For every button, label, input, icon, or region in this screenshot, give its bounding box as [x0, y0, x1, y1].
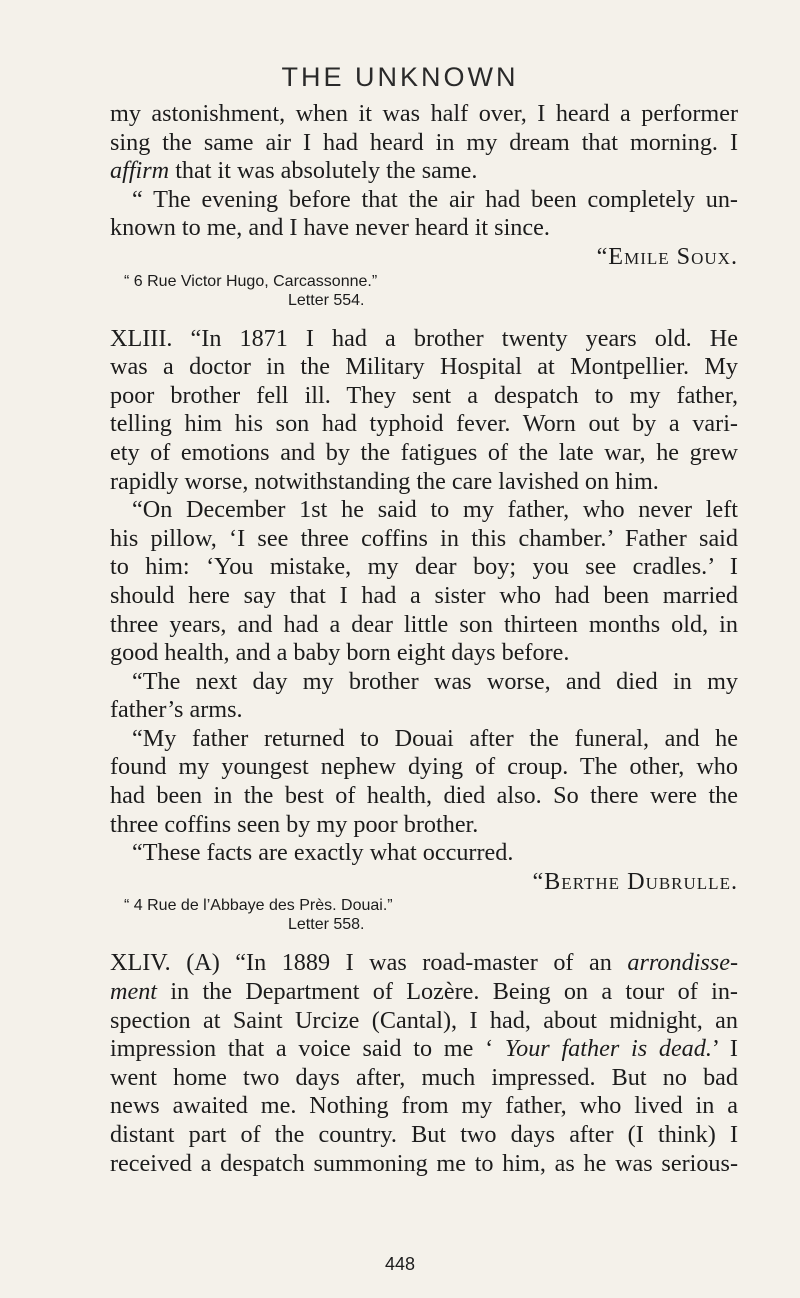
address: “ 4 Rue de l’Abbaye des Près. Douai.” [124, 897, 393, 915]
text-line [110, 157, 738, 186]
text-line: good health, and a baby born eight days before. [110, 639, 570, 667]
text-line: rapidly worse, notwithstanding the care lavished on him. [110, 467, 659, 495]
text-line: to him: ‘You mistake, my dear boy; you see cradles.’ I [110, 553, 738, 581]
text-line: his pillow, ‘I see three coffins in this chamber.’ Father said [110, 524, 738, 552]
text-line: XLIII. “In 1871 I had a brother twenty years old. He [110, 324, 738, 352]
italic-word: arrondisse- [627, 949, 738, 977]
text-line: ety of emotions and by the fatigues of the late war, he grew [110, 438, 738, 466]
text-line: known to me, and I have never heard it since. [110, 214, 550, 242]
text-line: had been in the best of health, died also. So there were the [110, 782, 738, 810]
text-line: “My father returned to Douai after the funeral, and he [132, 724, 738, 752]
running-head: THE UNKNOWN [281, 62, 519, 92]
body-text [110, 100, 738, 1178]
text-line: spection at Saint Urcize (Cantal), I had, about midnight, an [110, 1006, 738, 1034]
letter-reference: Letter 558. [288, 916, 365, 934]
text-line: three coffins seen by my poor brother. [110, 810, 479, 838]
text-line: poor brother fell ill. They sent a despatch to my father, [110, 381, 738, 409]
italic-word: ment [110, 978, 158, 1006]
signature: “Berthe Dubrulle. [532, 867, 738, 895]
text-line: received a despatch summoning me to him, as he was serious- [110, 1149, 738, 1177]
text-line [110, 1035, 738, 1064]
text-line: was a doctor in the Military Hospital at Montpellier. My [110, 353, 738, 381]
text-line: found my youngest nephew dying of croup. The other, who [110, 753, 738, 781]
page-number: 448 [384, 1254, 416, 1274]
text-line: “These facts are exactly what occurred. [132, 839, 514, 867]
italic-phrase: Your father is dead. [504, 1035, 712, 1063]
text-line [110, 978, 738, 1007]
text-span: in the Department of Lozère. Being on a tour of in- [157, 978, 738, 1006]
text-span: ’ I [711, 1035, 738, 1063]
italic-word: affirm [110, 157, 170, 185]
text-line [110, 949, 738, 978]
text-line: three years, and had a dear little son thirteen months old, in [110, 610, 738, 638]
text-line: distant part of the country. But two days after (I think) I [110, 1121, 738, 1148]
text-line: “The next day my brother was worse, and died in my [132, 667, 738, 695]
text-span: XLIV. (A) “In 1889 I was road-master of an [110, 949, 628, 977]
text-line: telling him his son had typhoid fever. Worn out by a vari- [110, 410, 738, 438]
text-line: news awaited me. Nothing from my father, who lived in a [110, 1092, 738, 1120]
text-line: should here say that I had a sister who had been married [110, 581, 738, 609]
address: “ 6 Rue Victor Hugo, Carcassonne.” [124, 272, 378, 290]
text-line: father’s arms. [110, 696, 243, 724]
text-line: went home two days after, much impressed. But no bad [110, 1063, 738, 1091]
text-span: impression that a voice said to me ‘ [110, 1035, 505, 1063]
text-line: “On December 1st he said to my father, who never left [132, 496, 738, 524]
signature: “Emile Soux. [596, 242, 738, 270]
letter-reference: Letter 554. [288, 291, 365, 309]
text-line: “ The evening before that the air had been completely un- [132, 185, 738, 213]
text-span: that it was absolutely the same. [169, 157, 478, 185]
text-line: sing the same air I had heard in my dream that morning. I [110, 128, 738, 156]
text-line: my astonishment, when it was half over, I heard a performer [110, 100, 738, 127]
